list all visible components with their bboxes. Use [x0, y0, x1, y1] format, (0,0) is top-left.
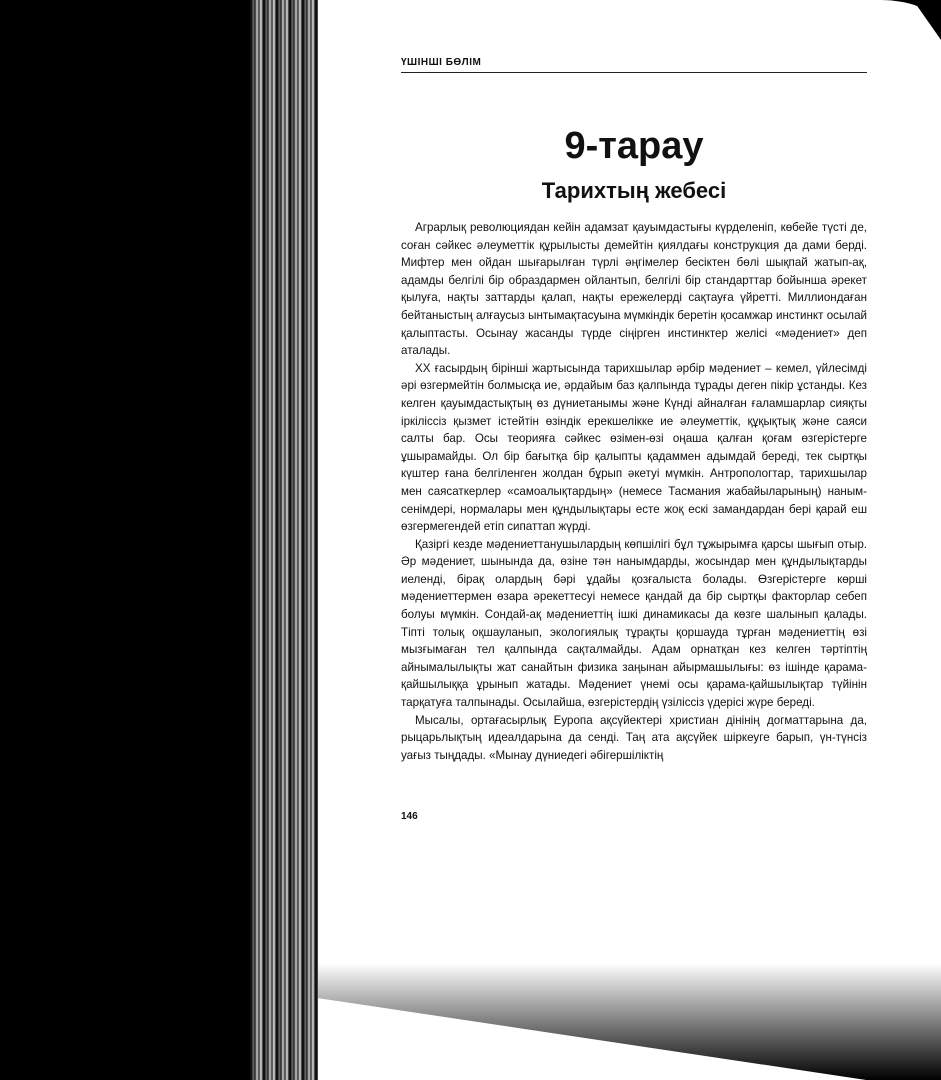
paragraph: Аграрлық революциядан кейін адамзат қауымдастығы күрделеніп, көбейе түсті де, соған сәйкес әлеуметтік құрылысты демейтін қиялдағы конструкция да дами берді. Мифтер мен ойдан шығарылған түрлі әңгімелер бесіктен бөлі шықпай жатып-ақ, адамды белгілі бір образдармен ойлантып, белгілі бір стандарттар бойынша әрекет қылуға, нақты заттарды қалап, нақты ережелерді сақтауға үйретті. Миллиондаған бейтаныстың алғаусыз ынтымақтасуына мүмкіндік беретін қосамжар инстинкт осылай қалыптасты. Осынау жасанды түрде сіңірген инстинктер желісі «мәдениет» деп аталады. [401, 221, 867, 358]
chapter-title: Тарихтың жебесі [541, 178, 727, 203]
page-number: 146 [401, 811, 418, 822]
paragraph: XX ғасырдың бірінші жартысында тарихшылар әрбір мәдениет – кемел, үйлесімді әрі өзгермейтін болмысқа ие, әрдайым баз қалпында тұрады деген пікір ұстанды. Кез келген қауымдастықтың өз дүниетанымы және Күнді айналған ғаламшарлар сияқты іркіліссіз қызмет істейтін өзіндік ерекшелікке ие әлеуметтік, құқықтық және саяси салты бар. Осы теорияға сәйкес өзімен-өзі оңаша қалған қоғам өзгерістерге ұшырамайды. Ол бір бағытқа бір қалыпты қадаммен адымдай береді, тек сыртқы күштер ғана белгіленген жолдан бұрып әкетуі мүмкін. Антропологтар, тарихшылар мен саясаткерлер «самоалықтардың» (немесе Тасмания жабайыларының) наным-сенімдері, нормалары мен құндылықтары есте жоқ ескі замандардан бері қарай еш өзгермегендей етіп сипаттап жүрді. [401, 361, 867, 534]
running-head: ҮШІНШІ БӨЛІМ [401, 57, 867, 73]
paragraph: Қазіргі кезде мәдениеттанушылардың көпшілігі бұл тұжырымға қарсы шығып отыр. Әр мәдениет, шынында да, өзіне тән нанымдарды, жосындар мен құндылықтарды иеленді, бірақ олардың бәрі ұдайы қозғалыста болады. Өзгерістерге көрші мәдениеттермен өзара әрекеттесуі немесе қандай да бір сыртқы факторлар себеп болуы мүмкін. Сондай-ақ мәдениеттің ішкі динамикасы да көзге шалынып қалады. Тіпті толық оқшауланып, экологиялық тұрақты қоршауда тұрған мәдениеттің өзі мызғымаған тел қалпында сақталмайды. Адам орнатқан кез келген тәртіптің айнымалылықты жат санайтын физика заңынан айырмашылығы: өз ішінде қарама-қайшылыққа ұрынып жатады. Мәдениет үнемі осы қарама-қайшылықтар түйінін тарқатуға талпынады. Осылайша, өзгерістердің үзіліссіз үдерісі жүре береді. [401, 537, 867, 710]
chapter-number: 9-тарау [564, 125, 704, 167]
body-text [401, 219, 867, 764]
paragraph: Мысалы, ортағасырлық Еуропа ақсүйектері христиан дінінің догматтарына да, рыцарьлықтың идеалдарына да сенді. Таң ата ақсүйек шіркеуге барып, үн-түнсіз уағыз тыңдады. «Мынау дүниедегі әбігершіліктің [401, 713, 867, 762]
